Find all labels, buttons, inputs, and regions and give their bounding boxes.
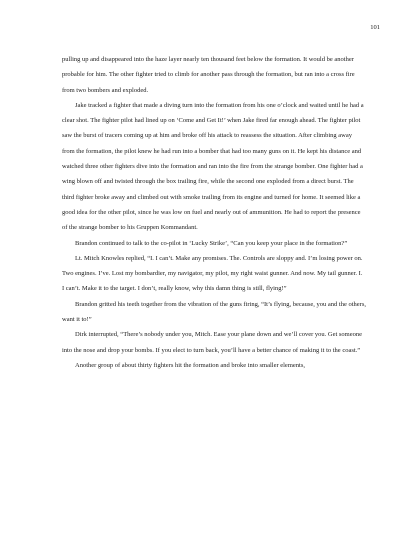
paragraph: Dirk interrupted, “There’s nobody under you, Mitch. Ease your plane down and we’ll cover you. Get someone into the nose and drop your bombs. If you elect to turn back, you’ll have a better chance of making it to the coast.”	[62, 331, 363, 354]
body-text	[62, 52, 366, 373]
paragraph: pulling up and disappeared into the haze layer nearly ten thousand feet below the formation. It would be another probable for him. The other fighter tried to climb for another pass through the formation, but ran into a cross fire from two bombers and exploded.	[62, 56, 355, 94]
paragraph: Jake tracked a fighter that made a diving turn into the formation from his one o’clock and waited until he had a clear shot. The fighter pilot had lined up on ‘Come and Get It!’ when Jake fired far enough ahead. The fighter pilot saw the burst of tracers coming up at him and broke off his attack to reassess the situation. After climbing away from the formation, the pilot knew he had run into a bomber that had too many guns on it. He kept his distance and watched three other fighters dive into the formation and ran into the fire from the strange bomber. One fighter had a wing blown off and twisted through the box trailing fire, while the second one exploded from a direct burst. The third fighter broke away and climbed out with smoke trailing from its engine and turned for home. It seemed like a good idea for the other pilot, since he was low on fuel and nearly out of ammunition. He had to report the presence of the strange bomber to his Gruppen Kommandant.	[62, 101, 364, 232]
paragraph: Brandon gritted his teeth together from the vibration of the guns firing, “It’s flying, because, you and the others, want it to!”	[62, 300, 366, 324]
paragraph: Lt. Mitch Knowles replied, “I. I can’t. Make any promises. The. Controls are sloppy and. I’m losing power on. Two engines. I’ve. Lost my bombardier, my navigator, my pilot, my right waist gunner. And now. My tail gunner. I. I can’t. Make it to the target. I don’t, really know, why this damn thing is still, flying!”	[62, 254, 363, 293]
paragraph: Another group of about thirty fighters hit the formation and broke into smaller elements,	[75, 361, 305, 369]
page-number: 101	[370, 24, 380, 31]
paragraph: Brandon continued to talk to the co-pilot in ‘Lucky Strike’, “Can you keep your place in the formation?”	[75, 239, 348, 247]
